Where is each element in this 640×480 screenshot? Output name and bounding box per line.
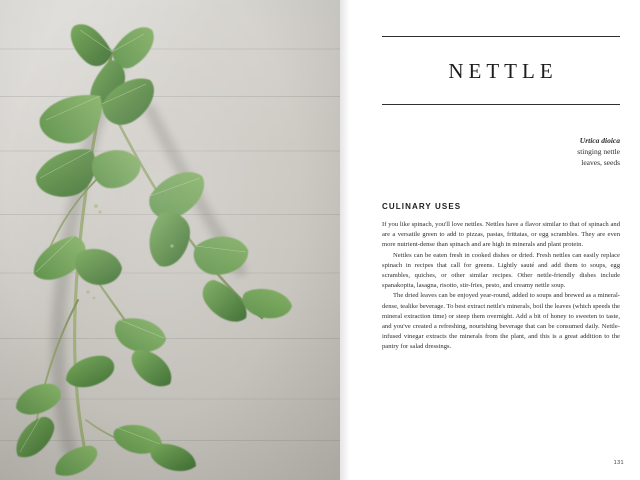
common-name: stinging nettle <box>577 147 620 156</box>
title-rule-bottom <box>382 104 620 105</box>
text-page <box>340 0 640 480</box>
title-rule-top <box>382 36 620 37</box>
body-copy <box>382 220 620 353</box>
latin-name: Urtica dioica <box>579 136 620 145</box>
paragraph-3: The dried leaves can be enjoyed year-round, added to soups and brewed as a mineral-dense, tealike beverage. To best extract nettle's minerals, boil the leaves (which speeds the mineral extraction time) or steep them overnight. Add a bit of honey to sweeten to taste, and you've created a refreshing, nourishing beverage that can be consumed daily. Nettle-infused vinegar extracts the minerals from the plant, and this is a great addition to the pantry for salad dressings. <box>382 292 620 351</box>
plant-meta <box>382 135 620 168</box>
page-number: 131 <box>613 460 624 466</box>
paragraph-2: Nettles can be eaten fresh in cooked dishes or dried. Fresh nettles can easily replace spinach in recipes that call for greens. Lightly sauté and add them to soups, egg scrambles, quiches, or other similar recipes. Other nettle-friendly dishes include spanakopita, lasagna, risotto, stir-fries, pesto, and creamy nettle soup. <box>382 251 620 290</box>
paragraph-1: If you like spinach, you'll love nettles. Nettles have a flavor similar to that of spinach and are a versatile green to add to pizzas, pastas, frittatas, or egg scrambles. They are even more nutrient-dense than spinach and are high in minerals and plant protein. <box>382 221 620 249</box>
section-heading: CULINARY USES <box>382 202 462 211</box>
parts-used: leaves, seeds <box>581 158 620 167</box>
page-title: NETTLE <box>448 59 558 83</box>
page-content <box>382 36 620 353</box>
gutter-shadow <box>340 0 350 480</box>
